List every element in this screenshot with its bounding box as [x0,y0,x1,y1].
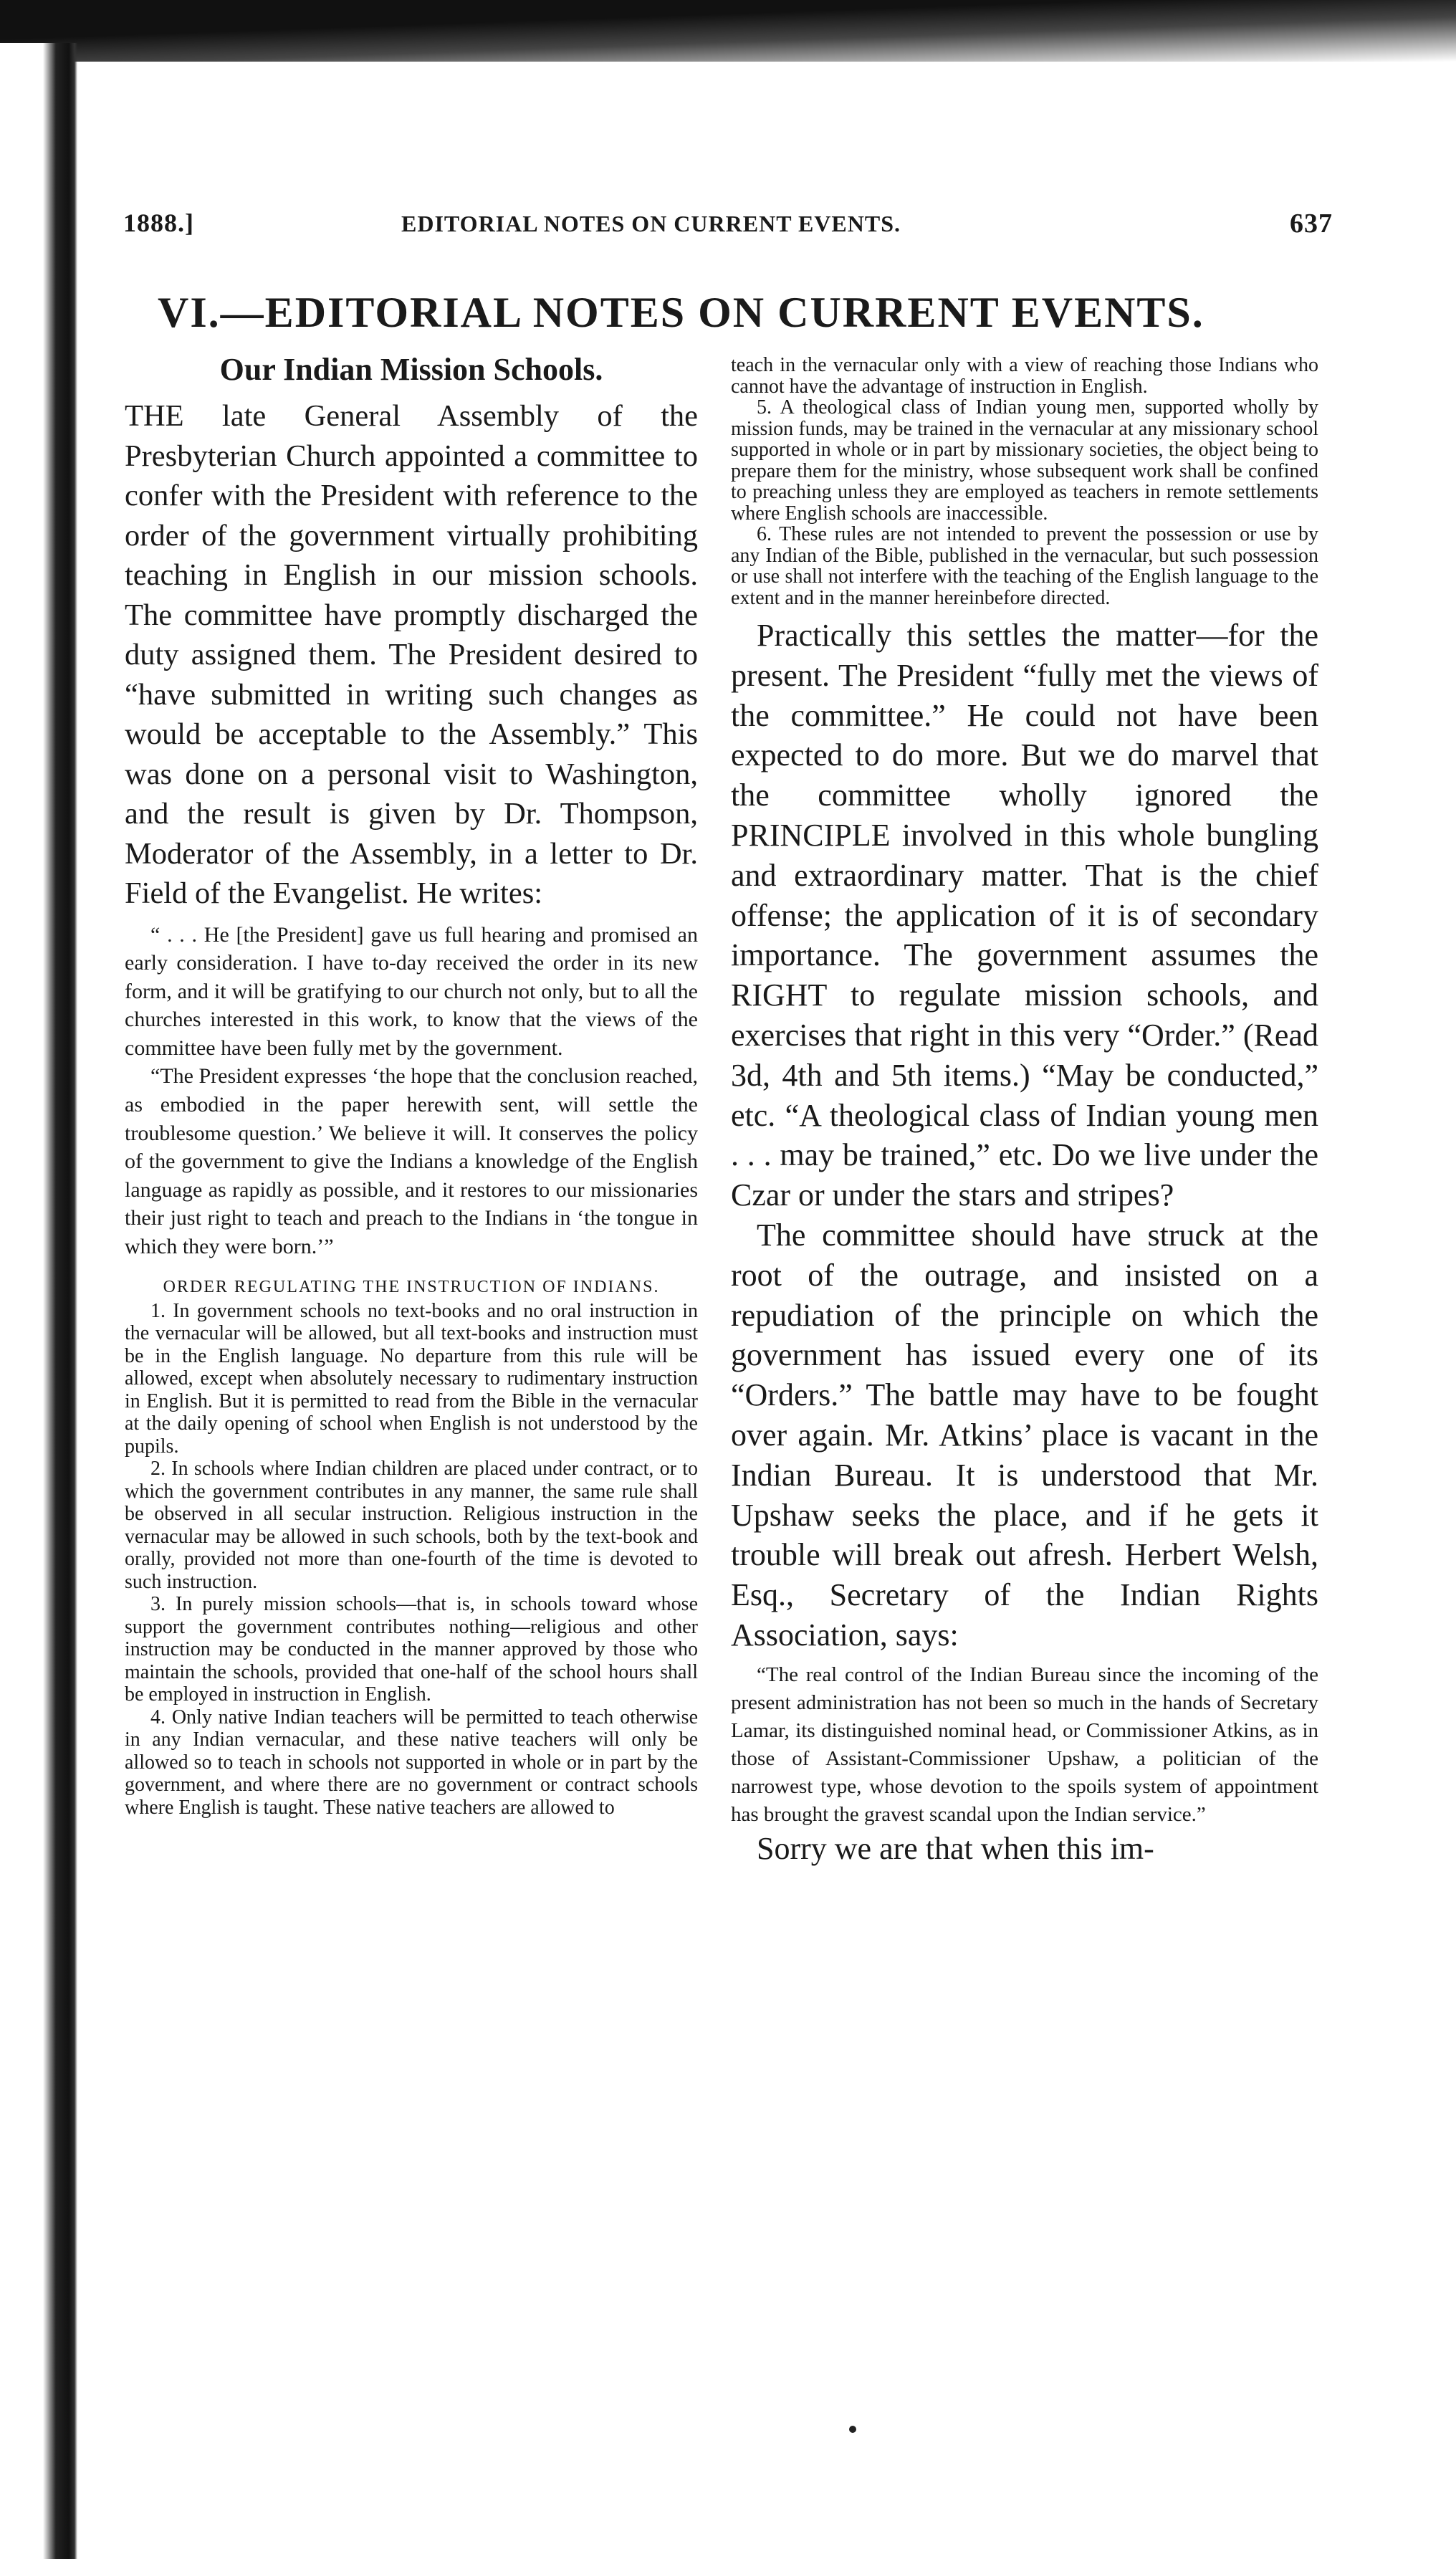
rule-item: 3. In purely mission schools—that is, in schools toward whose support the government contributes nothing—religious and other instruction may be conducted in the manner approved by those who maintain the schools, provided that one-half of the school hours shall be employed in instruction in English. [125,1593,698,1706]
scan-edge-left [0,43,77,2559]
section-title: VI.—EDITORIAL NOTES ON CURRENT EVENTS. [158,289,1204,336]
right-column [731,355,1318,1869]
ink-dot [849,2426,856,2433]
intro-paragraph: THE late General Assembly of the Presbyterian Church appointed a committee to confer with the President with reference to the order of the government virtually prohibiting teaching in English in our mission schools. The committee have promptly discharged the duty assigned them. The President desired to “have submitted in writing such changes as would be acceptable to the Assembly.” This was done on a personal visit to Washington, and the result is given by Dr. Thompson, Moderator of the Assembly, in a letter to Dr. Field of the Evangelist. He writes: [125,399,698,910]
article-title: Our Indian Mission Schools. [219,352,603,387]
running-head-year: 1888.] [123,209,194,237]
left-column [125,351,698,1819]
rule-item: 5. A theological class of Indian young men, supported wholly by mission funds, may be trained in the vernacular at any missionary school supported in whole or in part by missionary societies, the object being to prepare them for the ministry, whose subsequent work shall be confined to preaching unless they are employed as teachers in remote settlements where English schools are inaccessible. [731,396,1318,525]
body-paragraph: The committee should have struck at the root of the outrage, and insisted on a repudiation of the principle on which the government has issued every one of its “Orders.” The battle may have to be fought over again. Mr. Atkins’ place is vacant in the Indian Bureau. It is understood that Mr. Upshaw seeks the place, and if he gets it trouble will break out afresh. Herbert Welsh, Esq., Secretary of the Indian Rights Association, says: [731,1217,1318,1652]
page-number: 637 [1290,209,1333,239]
body-paragraph: Practically this settles the matter—for the present. The President “fully met the views of the committee.” He could not have been expected to do more. But we do marvel that the committee wholly ignored the PRINCIPLE involved in this whole bungling and extraordinary matter. That is the chief offense; the application of it is of secondary importance. The government assumes the RIGHT to regulate mission schools, and exercises that right in this very “Order.” (Read 3d, 4th and 5th items.) “May be conducted,” etc. “A theological class of Indian young men . . . may be trained,” etc. Do we live under the Czar or under the stars and stripes? [731,618,1318,1213]
rule-item: 6. These rules are not intended to prevent the possession or use by any Indian of the Bible, published in the vernacular, but such possession or use shall not interfere with the teaching of the English language to the extent and in the manner hereinbefore directed. [731,523,1318,609]
running-head [107,208,1333,251]
rule-item: 1. In government schools no text-books and no oral instruction in the vernacular will be allowed, but all text-books and instruction must be in the English language. No departure from this rule will be allowed, except when absolutely necessary to rudimentary instruction in English. But it is permitted to read from the Bible in the vernacular at the daily opening of school when English is not understood by the pupils. [125,1299,698,1458]
quote-paragraph: “The President expresses ‘the hope that the conclusion reached, as embodied in the paper herewith sent, will settle the troublesome question.’ We believe it will. It conserves the policy of the government to give the Indians a knowledge of the English language as rapidly as possible, and it restores to our missionaries their just right to teach and preach to the Indians in ‘the tongue in which they were born.’” [125,1064,698,1259]
scan-edge-top [0,0,1456,62]
rule-item: 2. In schools where Indian children are placed under contract, or to which the government contributes in any manner, the same rule shall be observed in all secular instruction. Religious instruction in the vernacular may be allowed in such schools, both by the text-book and orally, provided not more than one-fourth of the time is devoted to such instruction. [125,1458,698,1593]
body-paragraph: Sorry we are that when this im- [757,1830,1154,1866]
running-head-title: EDITORIAL NOTES ON CURRENT EVENTS. [401,211,901,236]
quote-paragraph: “The real control of the Indian Bureau since the incoming of the present administration has not been so much in the hands of Secretary Lamar, its distinguished nominal head, or Commissioner Atkins, as in those of Assistant-Commissioner Upshaw, a politician of the narrowest type, whose devotion to the spoils system of appointment has brought the gravest scandal upon the Indian service.” [731,1663,1318,1826]
rule-item-continued: teach in the vernacular only with a view of reaching those Indians who cannot have the advantage of instruction in English. [731,354,1318,398]
quote-paragraph: “ . . . He [the President] gave us full hearing and promised an early consideration. I have to-day received the order in its new form, and it will be gratifying to our church not only, but to all the churches interested in this work, to know that the views of the committee have been fully met by the government. [125,922,698,1060]
rule-item: 4. Only native Indian teachers will be permitted to teach otherwise in any Indian vernacular, and these native teachers will only be allowed so to teach in schools not supported in whole or in part by the government, and where there are no government or contract schools where English is taught. These native teachers are allowed to [125,1706,698,1819]
rules-heading: ORDER REGULATING THE INSTRUCTION OF INDIANS. [163,1277,660,1296]
